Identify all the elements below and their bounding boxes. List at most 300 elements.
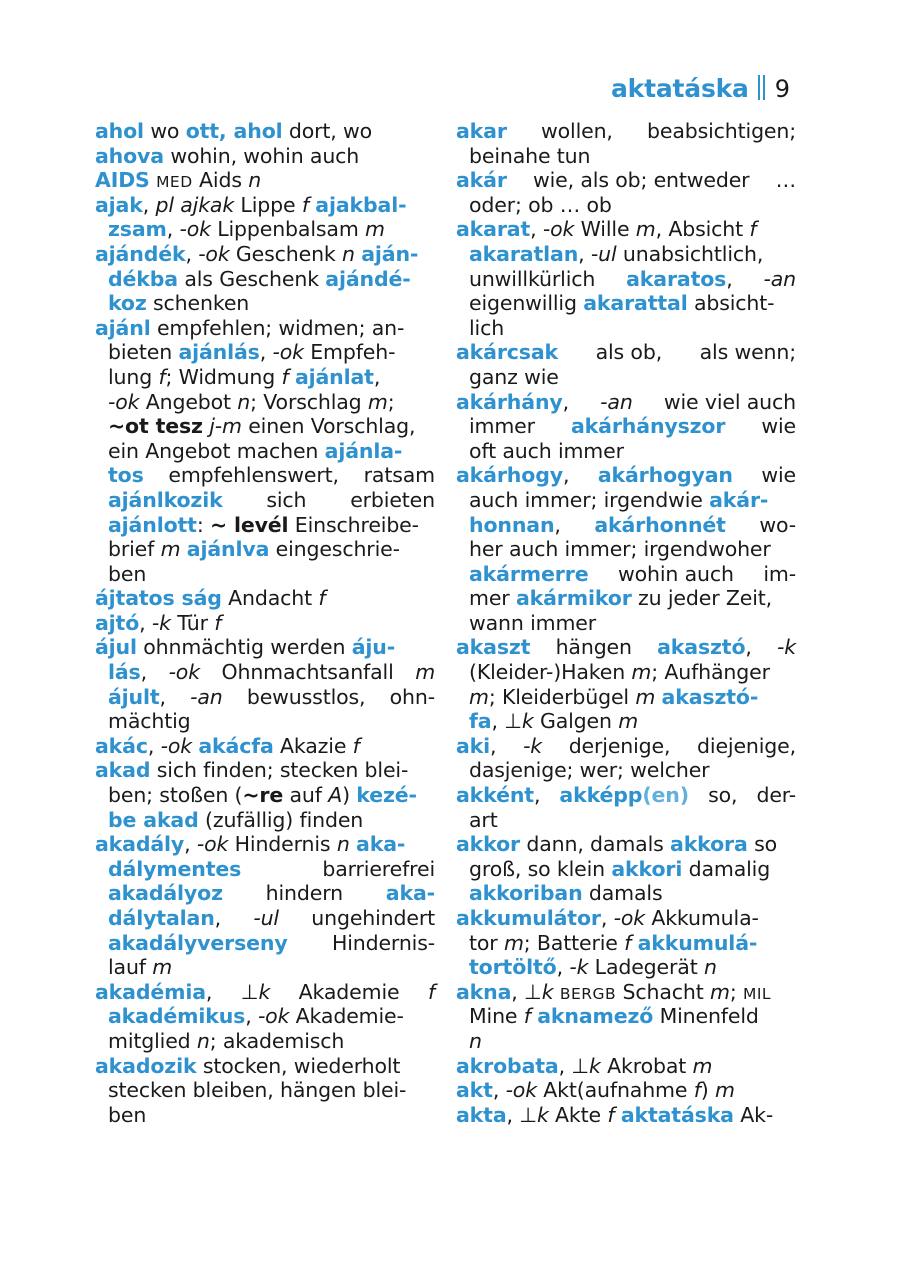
headword[interactable]: akadémia	[95, 979, 206, 1004]
entry-continuation-line	[95, 291, 435, 316]
german-gloss: …	[775, 168, 797, 193]
running-head-word: aktatáska	[611, 74, 749, 103]
german-gloss: oft auch immer	[469, 438, 624, 463]
german-gloss: wie viel auch	[663, 389, 796, 414]
german-gloss: wo-	[759, 512, 796, 537]
grammar-italic: f	[301, 192, 309, 217]
german-gloss: art	[469, 807, 498, 832]
entry-continuation-line	[456, 758, 796, 783]
german-gloss: Ladegerät	[588, 955, 704, 980]
grammar-italic: n	[469, 1028, 482, 1053]
german-gloss: Akrobat	[600, 1053, 693, 1078]
headword[interactable]: ajakbal-	[315, 192, 407, 217]
german-gloss: ;	[387, 389, 395, 414]
entry-continuation-line	[95, 1103, 435, 1128]
german-gloss: dort, wo	[282, 119, 373, 143]
german-gloss: ohnmächtig werden	[136, 635, 352, 660]
german-gloss: Geschenk	[229, 241, 343, 266]
german-gloss: wie	[761, 414, 797, 439]
headword[interactable]: áju-	[351, 635, 396, 660]
german-gloss: stocken, wiederholt	[196, 1053, 401, 1078]
headword-optional-suffix[interactable]: (en)	[642, 783, 689, 808]
grammar-italic: n	[196, 1028, 210, 1053]
headword[interactable]: akasztó-	[661, 684, 759, 709]
headword[interactable]: akkor	[456, 832, 520, 857]
entry-continuation-line	[456, 414, 796, 439]
page-number: 9	[774, 75, 790, 103]
german-gloss: zu jeder Zeit,	[631, 586, 772, 611]
german-gloss: Akte	[548, 1102, 608, 1127]
entry-continuation-line	[95, 1004, 435, 1029]
german-gloss: hängen	[555, 635, 632, 660]
entry-continuation-line	[456, 562, 796, 587]
headword[interactable]: akna	[456, 979, 512, 1004]
grammar-italic: -an	[763, 266, 796, 291]
german-gloss: wollen,	[541, 119, 613, 143]
headword[interactable]: akác	[95, 733, 148, 758]
entry-line	[95, 980, 435, 1005]
german-gloss: ,	[491, 709, 505, 734]
german-gloss: ; akademisch	[209, 1028, 345, 1053]
german-gloss: stecken bleiben, hängen blei-	[108, 1078, 407, 1103]
headword[interactable]: akként	[456, 783, 534, 808]
headword[interactable]: ott, ahol	[185, 119, 283, 143]
german-gloss: ben	[108, 561, 147, 586]
german-gloss: immer	[469, 414, 535, 439]
german-gloss: ,	[511, 979, 525, 1004]
german-gloss: eigenwillig	[469, 291, 584, 316]
entry-continuation-line	[95, 513, 435, 538]
headword[interactable]: akarattal	[583, 291, 688, 316]
german-gloss: sich	[266, 487, 307, 512]
entry-line	[95, 144, 435, 169]
headword[interactable]: akarat	[456, 217, 531, 242]
entry-line	[456, 635, 796, 660]
entry-continuation-line	[95, 439, 435, 464]
grammar-italic: -k	[777, 635, 796, 660]
headword[interactable]: akaratos	[626, 266, 727, 291]
grammar-italic: -ul	[253, 906, 279, 930]
german-gloss: brief	[108, 537, 161, 562]
german-gloss: als Geschenk	[177, 266, 326, 291]
german-gloss: ,	[214, 906, 222, 930]
entry-continuation-line	[456, 586, 796, 611]
grammar-italic: -ok	[179, 217, 211, 242]
german-gloss: Einschreibe-	[288, 512, 419, 537]
grammar-italic: f	[607, 1102, 615, 1127]
headword[interactable]: lás	[108, 660, 141, 685]
german-gloss: ben; stoßen (	[108, 783, 243, 808]
entry-continuation-line	[456, 709, 796, 734]
german-gloss: Tür	[170, 610, 215, 635]
grammar-italic: f	[352, 733, 360, 758]
german-gloss: derjenige,	[568, 733, 671, 758]
dictionary-column-left	[95, 119, 435, 1127]
german-gloss: ,	[490, 733, 497, 758]
headword[interactable]: koz	[108, 291, 147, 316]
german-gloss: beabsichtigen;	[647, 119, 796, 143]
running-head	[611, 72, 790, 103]
german-gloss: Lippe	[234, 192, 302, 217]
german-gloss: ,	[142, 192, 156, 217]
headword[interactable]: akármikor	[515, 586, 632, 611]
entry-line	[456, 390, 796, 415]
plural-marker: ⊥k	[571, 1053, 601, 1078]
german-gloss: Wille	[574, 217, 636, 242]
german-gloss: wie, als ob; entweder	[533, 168, 750, 193]
grammar-italic: f	[693, 1078, 701, 1103]
german-gloss: ,	[530, 217, 543, 242]
entry-line	[456, 168, 796, 193]
entry-continuation-line	[456, 537, 796, 562]
german-gloss: mitglied	[108, 1028, 197, 1053]
headword[interactable]: ajtó	[95, 610, 140, 635]
headword[interactable]: akadozik	[95, 1053, 197, 1078]
entry-line	[456, 1103, 796, 1128]
entry-continuation-line	[456, 291, 796, 316]
german-gloss: ,	[506, 1102, 520, 1127]
german-gloss: Galgen	[533, 709, 619, 734]
headword[interactable]: akárcsak	[456, 340, 559, 365]
german-gloss: Schacht	[616, 979, 711, 1004]
entry-continuation-line	[95, 537, 435, 562]
grammar-italic: m	[710, 979, 730, 1004]
headword[interactable]: dálytalan	[108, 906, 215, 930]
headword[interactable]: akácfa	[198, 733, 274, 758]
german-gloss: ; Batterie	[523, 930, 625, 955]
headword[interactable]: zsam	[108, 217, 167, 242]
headword[interactable]: ajánla-	[324, 438, 403, 463]
headword[interactable]: tos	[108, 463, 144, 488]
entry-continuation-line	[456, 488, 796, 513]
grammar-italic: f	[158, 364, 166, 389]
german-gloss: auf	[283, 783, 329, 808]
grammar-italic: f	[749, 217, 757, 242]
grammar-italic: -ok	[196, 832, 229, 857]
german-gloss: ,	[562, 463, 570, 488]
dictionary-body	[95, 119, 811, 1127]
german-gloss: ,	[554, 512, 561, 537]
german-gloss: Akademie	[298, 979, 400, 1004]
headword[interactable]: be akad	[108, 807, 199, 832]
grammar-italic: -ok	[505, 1078, 537, 1103]
german-gloss: sich finden; stecken blei-	[150, 758, 409, 783]
headword[interactable]: ajánl	[95, 315, 151, 340]
german-gloss: ein Angebot machen	[108, 438, 325, 463]
headword[interactable]: akár	[456, 168, 507, 193]
grammar-italic: n	[336, 832, 350, 857]
german-gloss: Minenfeld	[653, 1004, 759, 1029]
entry-continuation-line	[456, 242, 796, 267]
headword[interactable]: aka-	[385, 881, 436, 906]
headword[interactable]: akar	[456, 119, 507, 143]
german-gloss: mächtig	[108, 709, 191, 734]
subject-label: BERGB	[559, 984, 617, 1003]
german-gloss: ,	[600, 906, 614, 930]
headword[interactable]: akt	[456, 1078, 493, 1103]
entry-line	[95, 586, 435, 611]
headword[interactable]: ajánlás	[178, 340, 260, 365]
german-gloss: erbieten	[350, 487, 435, 512]
entry-line	[95, 758, 435, 783]
german-gloss: dann, damals	[520, 832, 671, 857]
grammar-italic: A	[328, 783, 343, 808]
grammar-italic: -ok	[257, 1004, 290, 1029]
grammar-italic: -ok	[198, 241, 230, 266]
headword[interactable]: aki	[456, 733, 491, 758]
german-gloss: ,	[139, 610, 152, 635]
headword[interactable]: akkumulátor	[456, 906, 601, 930]
german-gloss: ,	[166, 217, 180, 242]
headword[interactable]: akkori	[611, 856, 683, 881]
headword[interactable]: akaratlan	[469, 241, 579, 266]
entry-continuation-line	[95, 808, 435, 833]
grammar-italic: -ok	[272, 340, 304, 365]
headword[interactable]: honnan	[469, 512, 555, 537]
grammar-italic: -k	[151, 610, 171, 635]
entry-line	[456, 340, 796, 365]
headword[interactable]: akad	[95, 758, 151, 783]
headword[interactable]: ahol	[95, 119, 144, 143]
headword[interactable]: dékba	[108, 266, 178, 291]
plural-marker: ⊥k	[519, 1102, 549, 1127]
example-phrase: ~ot tesz	[108, 414, 203, 439]
entry-continuation-line	[456, 955, 796, 980]
headword[interactable]: kezé-	[356, 783, 417, 808]
headword[interactable]: akármerre	[469, 561, 589, 586]
german-gloss: wohin auch	[618, 561, 734, 586]
german-gloss: eingeschrie-	[269, 537, 400, 562]
headword[interactable]: akárhogy	[456, 463, 563, 488]
german-gloss: ungehindert	[311, 906, 436, 930]
headword[interactable]: akaszt	[456, 635, 531, 660]
grammar-italic: pl ajkak	[155, 192, 235, 217]
german-gloss: als wenn;	[699, 340, 796, 365]
german-gloss: einen Vorschlag,	[241, 414, 416, 439]
grammar-italic: -ok	[168, 660, 200, 685]
grammar-italic: n	[342, 241, 355, 266]
entry-line	[456, 980, 796, 1005]
entry-line	[95, 119, 435, 144]
grammar-italic: -ok	[613, 906, 645, 930]
german-gloss: ,	[147, 733, 161, 758]
subject-label: MIL	[742, 984, 772, 1003]
headword[interactable]: akárhányszor	[571, 414, 726, 439]
entry-continuation-line	[95, 414, 435, 439]
headword[interactable]: akkora	[670, 832, 748, 857]
german-gloss: dasjenige; wer; welcher	[469, 758, 710, 783]
entry-line	[95, 242, 435, 267]
german-gloss: Akt(aufnahme	[536, 1078, 694, 1103]
entry-line	[95, 168, 435, 193]
headword[interactable]: ajánlkozik	[108, 487, 223, 512]
german-gloss: Akademie-	[289, 1004, 404, 1029]
german-gloss: lauf	[108, 955, 153, 980]
entry-continuation-line	[456, 660, 796, 685]
german-gloss: ,	[159, 684, 166, 709]
subject-label: MED	[156, 173, 193, 192]
entry-continuation-line	[95, 881, 435, 906]
german-gloss: ganz wie	[469, 364, 559, 389]
headword[interactable]: akasztó	[657, 635, 746, 660]
entry-line	[456, 1078, 796, 1103]
german-gloss: oder; ob … ob	[469, 192, 612, 217]
grammar-italic: j-m	[209, 414, 242, 439]
example-phrase: ~ levél	[209, 512, 289, 537]
headword[interactable]: ajánlat	[294, 364, 374, 389]
entry-continuation-line	[456, 685, 796, 710]
german-gloss: lung	[108, 364, 159, 389]
german-gloss: wie	[761, 463, 796, 488]
headword[interactable]: akárhonnét	[594, 512, 726, 537]
entry-continuation-line	[456, 144, 796, 169]
entry-continuation-line	[95, 931, 435, 956]
headword[interactable]: ahova	[95, 143, 164, 168]
german-gloss: tor	[469, 930, 504, 955]
german-gloss: groß, so klein	[469, 856, 612, 881]
entry-continuation-line	[95, 488, 435, 513]
german-gloss: ,	[578, 241, 591, 266]
entry-line	[95, 1054, 435, 1079]
entry-continuation-line	[456, 808, 796, 833]
german-gloss: Ak-	[733, 1102, 774, 1127]
headword[interactable]: AIDS	[95, 168, 150, 193]
german-gloss: damalig	[682, 856, 771, 881]
german-gloss: ,	[726, 266, 733, 291]
entry-continuation-line	[95, 783, 435, 808]
headword[interactable]: ajánlva	[186, 537, 270, 562]
entry-continuation-line	[456, 1004, 796, 1029]
headword[interactable]: akta	[456, 1102, 507, 1127]
headword[interactable]: akképp	[559, 783, 643, 808]
headword[interactable]: aján-	[361, 241, 419, 266]
german-gloss: beinahe tun	[469, 143, 591, 168]
german-gloss: Aids	[192, 168, 249, 193]
german-gloss: ,	[558, 1053, 572, 1078]
headword[interactable]: aka-	[356, 832, 406, 857]
headword[interactable]: akárhány	[456, 389, 563, 414]
german-gloss: (Kleider-)Haken	[469, 660, 632, 685]
german-gloss: , Absicht	[655, 217, 750, 242]
german-gloss: so,	[708, 783, 738, 808]
headword[interactable]: akadályoz	[108, 881, 223, 906]
headword[interactable]: akadémikus	[108, 1004, 246, 1029]
headword[interactable]: akárhogyan	[597, 463, 733, 488]
headword[interactable]: ájul	[95, 635, 137, 660]
grammar-italic: -k	[523, 733, 543, 758]
entry-continuation-line	[456, 857, 796, 882]
headword[interactable]: tortöltő	[469, 955, 557, 980]
headword[interactable]: ájult	[108, 684, 160, 709]
german-gloss: barrierefrei	[322, 856, 435, 881]
headword[interactable]: aknamező	[537, 1004, 654, 1029]
entry-line	[456, 734, 796, 759]
grammar-italic: f	[427, 979, 436, 1004]
grammar-italic: m	[415, 660, 436, 685]
german-gloss: Hindernis	[228, 832, 337, 857]
german-gloss: empfehlenswert,	[168, 463, 339, 488]
headword[interactable]: akkoriban	[469, 881, 583, 906]
entry-continuation-line	[95, 955, 435, 980]
plural-marker: ⊥k	[524, 979, 554, 1004]
german-gloss: mer	[469, 586, 516, 611]
grammar-italic: m	[692, 1053, 713, 1078]
entry-line	[456, 832, 796, 857]
headword[interactable]: akár-	[709, 487, 769, 512]
german-gloss: ben	[108, 1102, 147, 1127]
entry-continuation-line	[456, 316, 796, 341]
german-gloss: )	[342, 783, 357, 808]
headword[interactable]: fa	[469, 709, 492, 734]
grammar-italic: m	[503, 930, 524, 955]
grammar-italic: m	[635, 684, 656, 709]
german-gloss: ,	[185, 241, 199, 266]
grammar-italic: -k	[569, 955, 589, 980]
german-gloss: her auch immer; irgendwoher	[469, 537, 771, 562]
headword[interactable]: akrobata	[456, 1053, 559, 1078]
german-gloss: wohin, wohin auch	[163, 143, 360, 168]
german-gloss: Akazie	[273, 733, 353, 758]
headword[interactable]: ajándék	[95, 241, 186, 266]
headword[interactable]: akkumulá-	[637, 930, 758, 955]
entry-line	[456, 463, 796, 488]
example-phrase: ~re	[242, 783, 284, 808]
german-gloss: Mine	[469, 1004, 524, 1029]
german-gloss: Lippenbalsam	[210, 217, 366, 242]
german-gloss: absicht-	[687, 291, 775, 316]
german-gloss: empfehlen; widmen; an-	[150, 315, 405, 340]
german-gloss: ,	[245, 1004, 258, 1029]
entry-continuation-line	[456, 881, 796, 906]
headword[interactable]: ajánlott	[108, 512, 197, 537]
entry-continuation-line	[95, 660, 435, 685]
entry-continuation-line	[95, 390, 435, 415]
german-gloss: lich	[469, 315, 505, 340]
grammar-italic: f	[318, 586, 326, 611]
entry-line	[456, 906, 796, 931]
grammar-italic: m	[715, 1078, 735, 1103]
grammar-italic: -ok	[542, 217, 575, 242]
german-gloss: bewusstlos,	[246, 684, 366, 709]
grammar-italic: -ok	[108, 389, 140, 414]
headword[interactable]: ajak	[95, 192, 143, 217]
headword[interactable]: aktatáska	[620, 1102, 734, 1127]
entry-continuation-line	[95, 340, 435, 365]
german-gloss: bieten	[108, 340, 179, 365]
german-gloss: schenken	[146, 291, 250, 316]
german-gloss: ,	[373, 364, 381, 389]
headword[interactable]: ájtatos ság	[95, 586, 222, 611]
entry-continuation-line	[456, 611, 796, 636]
entry-continuation-line	[95, 1029, 435, 1054]
german-gloss: unabsichtlich,	[616, 241, 764, 266]
german-gloss: ; Vorschlag	[250, 389, 368, 414]
entry-line	[95, 193, 435, 218]
headword[interactable]: akadály	[95, 832, 185, 857]
entry-line	[95, 832, 435, 857]
entry-continuation-line	[456, 513, 796, 538]
entry-continuation-line	[95, 685, 435, 710]
entry-continuation-line	[456, 267, 796, 292]
headword[interactable]: ajándé-	[325, 266, 411, 291]
german-gloss: wo	[143, 119, 186, 143]
headword[interactable]: dálymentes	[108, 856, 242, 881]
headword[interactable]: akadályverseny	[108, 930, 288, 955]
grammar-italic: n	[703, 955, 717, 980]
german-gloss: im-	[763, 561, 796, 586]
grammar-italic: -an	[190, 684, 223, 709]
entry-line	[95, 734, 435, 759]
